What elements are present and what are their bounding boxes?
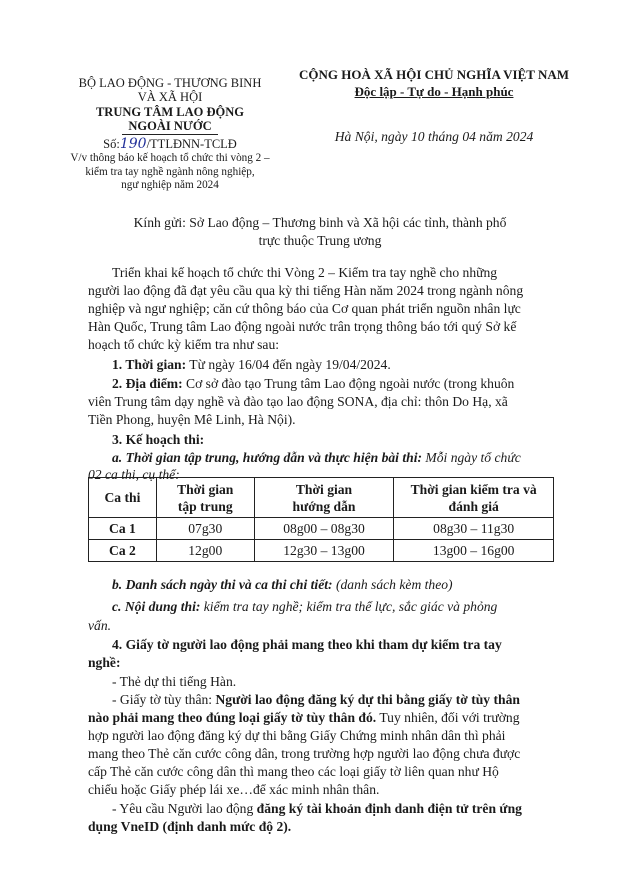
header-gathering-text-2: tập trung [177, 498, 233, 514]
item-2-bold: Người lao động đăng ký dự thi bằng giấy tờ tùy thân [215, 692, 520, 707]
cell-shift: Ca 1 [89, 518, 157, 540]
cell-gathering: 12g00 [156, 540, 254, 562]
section-4-heading: 4. Giấy tờ người lao động phải mang theo khi tham dự kiểm tra tay [112, 637, 502, 652]
cell-guidance: 08g00 – 08g30 [254, 518, 394, 540]
intro-line-2: người lao động đã đạt yêu cầu qua kỳ thi tiếng Hàn năm 2024 trong ngành nông [88, 283, 524, 298]
table-header-row [89, 478, 554, 518]
item-3-bold: đăng ký tài khoản định danh điện tử trên ứng [256, 801, 522, 816]
section-3b-text: (danh sách kèm theo) [332, 577, 453, 592]
header-exam-shift [89, 478, 157, 518]
section-3a-text: Mỗi ngày tổ chức [422, 450, 521, 465]
table-row [89, 518, 554, 540]
place-and-date: Hà Nội, ngày 10 tháng 04 năm 2024 [334, 129, 534, 144]
subject-line-1: V/v thông báo kế hoạch tổ chức thi vòng 2 – [70, 152, 270, 164]
section-2-line-2: viên Trung tâm dạy nghề và đào tạo lao động SONA, địa chỉ: thôn Do Hạ, xã [88, 394, 508, 409]
ministry-line-2: VÀ XÃ HỘI [137, 90, 203, 104]
section-1-label: 1. Thời gian: [112, 357, 187, 372]
subject-line-3: ngư nghiệp năm 2024 [121, 179, 219, 191]
intro-line-1: Triển khai kế hoạch tổ chức thi Vòng 2 – Kiểm tra tay nghề cho những [112, 265, 498, 280]
header-guidance-text-2: hướng dẫn [292, 498, 356, 514]
section-4-item-2-line-5: cấp Thẻ căn cước công dân thì mang theo các loại giấy tờ liên quan như Hộ [88, 764, 499, 779]
header-guidance-time [254, 478, 394, 518]
section-4-item-2-line-3: hợp người lao động đăng ký dự thi bằng Giấy Chứng minh nhân dân thì phải [88, 728, 506, 743]
section-4-item-2-line-6: chiếu hoặc Giấy phép lái xe…để xác minh nhân thân. [88, 782, 380, 797]
republic-title: CỘNG HOÀ XÃ HỘI CHỦ NGHĨA VIỆT NAM [298, 67, 570, 82]
intro-line-4: Hàn Quốc, Trung tâm Lao động ngoài nước trân trọng thông báo tới quý Sở kế [88, 319, 517, 334]
section-3-heading: 3. Kế hoạch thi: [112, 432, 205, 447]
header-guidance-text-1: Thời gian [295, 481, 353, 497]
header-gathering-text-1: Thời gian [177, 481, 234, 497]
national-header [278, 66, 590, 145]
header-test-text-2: đánh giá [448, 499, 499, 514]
header-gathering-time [156, 478, 254, 518]
ministry-line-1: BỘ LAO ĐỘNG - THƯƠNG BINH [78, 76, 262, 90]
section-4-heading-line-2: nghề: [88, 655, 121, 670]
table-row [89, 540, 554, 562]
recipient-line-1: Kính gửi: Sở Lao động – Thương binh và Xã hội các tỉnh, thành phố [133, 215, 507, 230]
section-1-text: Từ ngày 16/04 đến ngày 19/04/2024. [186, 357, 391, 372]
section-3a [112, 449, 558, 467]
section-3c-line-2: vấn. [88, 618, 112, 633]
section-3a-line-2: 02 ca thi, cụ thể: [88, 467, 180, 482]
section-2-line-3: Tiền Phong, huyện Mê Linh, Hà Nội). [88, 412, 296, 427]
item-2-prefix: - Giấy tờ tùy thân: [112, 692, 216, 707]
recipient-block [60, 214, 580, 250]
section-3b [112, 576, 558, 594]
recipient-line-2: trực thuộc Trung ương [258, 233, 382, 248]
center-underline [122, 134, 218, 135]
issuer-block [52, 76, 288, 193]
section-4-item-2-line-2 [88, 709, 558, 727]
section-2-location [112, 375, 558, 393]
section-2-label: 2. Địa điểm: [112, 376, 183, 391]
intro-line-5: hoạch tổ chức kỳ kiểm tra như sau: [88, 337, 280, 352]
national-motto: Độc lập - Tự do - Hạnh phúc [354, 84, 514, 99]
section-3c-label: c. Nội dung thi: [112, 599, 201, 614]
subject-line-2: kiểm tra tay nghề ngành nông nghiệp, [85, 165, 255, 178]
section-4-item-1: - Thẻ dự thi tiếng Hàn. [112, 674, 237, 689]
section-3c-text: kiểm tra tay nghề; kiểm tra thể lực, sắc giác và phỏng [200, 599, 498, 614]
exam-schedule-table [88, 477, 554, 562]
cell-gathering: 07g30 [156, 518, 254, 540]
header-test-time [394, 478, 554, 518]
subject-block [52, 152, 288, 193]
section-2-text: Cơ sở đào tạo Trung tâm Lao động ngoài nước (trong khuôn [182, 376, 515, 391]
number-prefix: Số: [103, 137, 120, 151]
header-exam-shift-text: Ca thi [104, 490, 141, 505]
section-3c [112, 598, 558, 616]
item-2-line-2-bold: nào phải mang theo đúng loại giấy tờ tùy thân đó. [88, 710, 377, 725]
section-1-time [112, 356, 558, 374]
cell-shift: Ca 2 [89, 540, 157, 562]
document-number [52, 137, 288, 151]
center-name-line-2: NGOÀI NƯỚC [128, 119, 212, 133]
handwritten-number: 190 [119, 136, 147, 152]
section-4-item-3-line-2: dụng VneID (định danh mức độ 2). [88, 819, 292, 834]
section-3a-label: a. Thời gian tập trung, hướng dẫn và thực hiện bài thi: [112, 450, 422, 465]
cell-guidance: 12g30 – 13g00 [254, 540, 394, 562]
section-3b-label: b. Danh sách ngày thi và ca thi chi tiết: [112, 577, 333, 592]
section-4-item-2 [112, 691, 558, 709]
center-name-line-1: TRUNG TÂM LAO ĐỘNG [95, 105, 245, 119]
item-2-line-2-rest: Tuy nhiên, đối với trường [376, 710, 520, 725]
intro-line-3: nghiệp và ngư nghiệp; căn cứ thông báo của Cơ quan phát triển nguồn nhân lực [88, 301, 521, 316]
number-suffix: /TTLĐNN-TCLĐ [146, 137, 237, 151]
item-3-prefix: - Yêu cầu Người lao động [112, 801, 257, 816]
section-4-item-3 [112, 800, 558, 818]
cell-test: 08g30 – 11g30 [394, 518, 554, 540]
cell-test: 13g00 – 16g00 [394, 540, 554, 562]
section-4-item-2-line-4: mang theo Thẻ căn cước công dân, trong trường hợp người lao động chưa được [88, 746, 521, 761]
header-test-text-1: Thời gian kiểm tra và [410, 482, 537, 497]
